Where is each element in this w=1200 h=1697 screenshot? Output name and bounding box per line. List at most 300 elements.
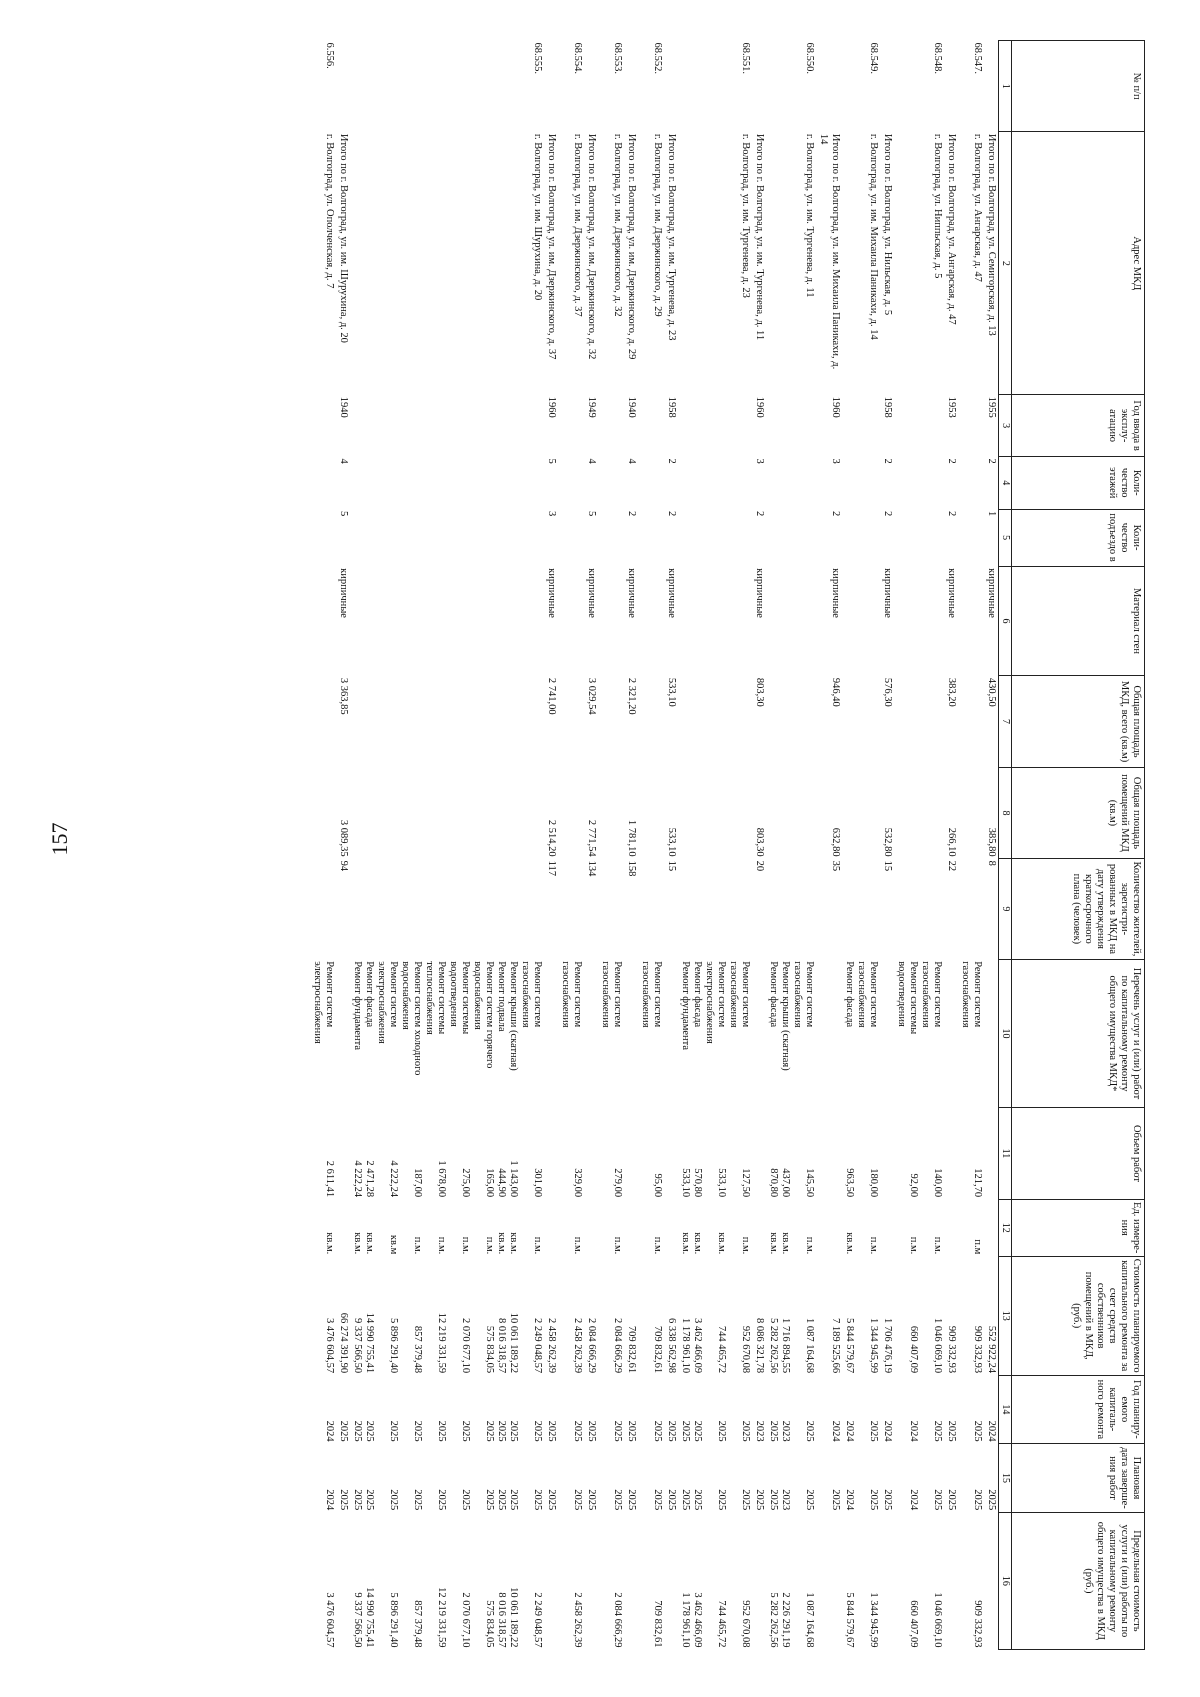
- cell-value: [611, 861, 623, 958]
- cell-c16: [766, 1512, 816, 1649]
- cell-value: 35: [830, 860, 841, 872]
- cell-line: газоснабжения: [728, 961, 739, 1028]
- cell-line: п.м.: [484, 1236, 495, 1255]
- cell-value: 3 089,35: [338, 819, 349, 857]
- cell-value: [803, 458, 815, 507]
- cell-c9: [558, 859, 584, 960]
- cell-line: 3 476 604,57: [324, 1592, 335, 1648]
- cell-c7: [598, 676, 624, 767]
- rotated-table-container: [80, 40, 1145, 1650]
- cell-value: [531, 511, 543, 564]
- cell-line: [423, 1446, 435, 1511]
- cell-value: 8: [986, 860, 997, 866]
- cell-c16: [984, 1512, 999, 1649]
- cell-value: [571, 678, 583, 765]
- cell-value: [571, 769, 583, 856]
- table-row: [350, 41, 544, 1650]
- cell-value: 3 029,54: [586, 677, 597, 715]
- cell-value: 2 321,20: [626, 677, 637, 715]
- column-number: 3: [999, 395, 1012, 457]
- cell-c12: [336, 1199, 350, 1256]
- cell-c6: [880, 566, 894, 676]
- cell-c12: [678, 1199, 752, 1256]
- cell-value: [571, 511, 583, 564]
- cell-value: 20: [754, 860, 765, 872]
- cell-c13: [350, 1256, 544, 1375]
- cell-c4: [310, 456, 336, 509]
- cell-c11: [944, 1108, 958, 1199]
- cell-c10: [638, 959, 664, 1108]
- cell-value: 430,50: [986, 677, 997, 707]
- cell-c10: [664, 959, 678, 1108]
- cell-line: 2025: [626, 1420, 637, 1442]
- cell-line: 952 670,08: [740, 1600, 751, 1648]
- cell-value: 94: [338, 860, 349, 872]
- cell-line: 2025: [986, 1489, 997, 1511]
- capital-repair-table: [310, 40, 1145, 1650]
- cell-line: 1 143,00: [508, 1160, 519, 1198]
- cell-line: 2025: [364, 1489, 375, 1511]
- cell-value: [803, 568, 815, 674]
- cell-value: [531, 397, 543, 455]
- cell-c13: [598, 1256, 624, 1375]
- cell-value: 2 771,54: [586, 819, 597, 857]
- cell-c1: [766, 41, 816, 132]
- cell-line: 10 061 189,22: [508, 1312, 519, 1374]
- table-row: [558, 41, 584, 1650]
- cell-c3: [944, 395, 958, 457]
- cell-c15: [624, 1444, 638, 1513]
- cell-c1: [638, 41, 664, 132]
- cell-c5: [894, 509, 944, 566]
- cell-c14: [638, 1375, 664, 1444]
- cell-line: кв.м.: [324, 1232, 335, 1255]
- cell-c11: [766, 1108, 816, 1199]
- cell-line: кв.м.: [768, 1232, 779, 1255]
- cell-line: 2025: [932, 1489, 943, 1511]
- cell-line: 2025: [768, 1489, 779, 1511]
- cell-value: 1955: [986, 396, 997, 418]
- cell-line: Итого по г. Волгоград, ул. Ангарская, д. 47: [946, 133, 957, 325]
- cell-line: 1 178 961,10: [680, 1592, 691, 1648]
- cell-value: [651, 769, 663, 856]
- cell-c2: [816, 132, 842, 395]
- cell-c11: [664, 1108, 678, 1199]
- cell-value: кирпичные: [626, 568, 637, 618]
- cell-line: 2025: [412, 1489, 423, 1511]
- column-number: 2: [999, 132, 1012, 395]
- cell-line: 2025: [666, 1489, 677, 1511]
- cell-line: Итого по г. Волгоград, ул. им. Михаила Паникахи, д.: [830, 133, 841, 370]
- cell-line: [519, 1377, 531, 1442]
- cell-line: газоснабжения: [920, 961, 931, 1028]
- cell-line: 2024: [844, 1489, 855, 1511]
- cell-value: кирпичные: [338, 568, 349, 618]
- column-header: Общая площадь МКД, всего (кв.м): [1012, 676, 1145, 767]
- cell-value: [651, 458, 663, 507]
- cell-c9: [752, 859, 766, 960]
- cell-c10: [766, 959, 816, 1108]
- cell-line: 127,50: [740, 1168, 751, 1198]
- cell-line: 14 990 755,41: [364, 1312, 375, 1374]
- cell-c9: [624, 859, 638, 960]
- cell-c5: [584, 509, 598, 566]
- cell-c14: [544, 1375, 558, 1444]
- cell-value: [611, 458, 623, 507]
- cell-line: 2025: [804, 1489, 815, 1511]
- cell-line: Ремонт крыши (скатная): [508, 961, 519, 1071]
- cell-c11: [816, 1108, 842, 1199]
- cell-line: 2025: [692, 1420, 703, 1442]
- cell-c14: [558, 1375, 584, 1444]
- cell-value: [881, 43, 893, 130]
- cell-c16: [598, 1512, 624, 1649]
- cell-c4: [558, 456, 584, 509]
- cell-c8: [894, 767, 944, 858]
- cell-line: п.м.: [412, 1236, 423, 1255]
- cell-c14: [880, 1375, 894, 1444]
- cell-c1: [880, 41, 894, 132]
- table-row: [544, 41, 558, 1650]
- table-row: [880, 41, 894, 1650]
- cell-value: 4: [586, 458, 597, 464]
- cell-line: [703, 1201, 715, 1254]
- cell-c14: [944, 1375, 958, 1444]
- cell-c15: [638, 1444, 664, 1513]
- cell-line: Итого по г. Волгоград, ул. им. Тургенева, д. 23: [666, 133, 677, 341]
- cell-line: [919, 1201, 931, 1254]
- cell-line: 2023: [780, 1420, 791, 1442]
- cell-line: [375, 1258, 387, 1373]
- cell-line: п.м.: [572, 1236, 583, 1255]
- cell-c15: [310, 1444, 336, 1513]
- cell-c6: [638, 566, 664, 676]
- cell-line: [855, 1446, 867, 1511]
- cell-c3: [816, 395, 842, 457]
- cell-c8: [944, 767, 958, 858]
- cell-line: 2025: [586, 1489, 597, 1511]
- cell-value: 68.554.: [572, 42, 583, 74]
- cell-c2: [336, 132, 350, 395]
- cell-line: [727, 1258, 739, 1373]
- cell-line: 2025: [652, 1420, 663, 1442]
- cell-line: [855, 1201, 867, 1254]
- cell-c11: [678, 1108, 752, 1199]
- column-header: № п/п: [1012, 41, 1145, 132]
- cell-value: 3 363,85: [338, 677, 349, 715]
- cell-c10: [350, 959, 544, 1108]
- cell-line: [727, 1514, 739, 1647]
- table-row: [664, 41, 678, 1650]
- cell-c15: [880, 1444, 894, 1513]
- cell-c7: [624, 676, 638, 767]
- cell-line: 2025: [830, 1489, 841, 1511]
- cell-line: 2023: [754, 1420, 765, 1442]
- cell-c12: [752, 1199, 766, 1256]
- cell-line: [447, 1377, 459, 1442]
- cell-value: 3: [830, 458, 841, 464]
- cell-line: г. Волгоград, ул. им. Дзержинского, д. 37: [572, 133, 583, 317]
- cell-c16: [816, 1512, 842, 1649]
- cell-c2: [624, 132, 638, 395]
- cell-value: [571, 397, 583, 455]
- cell-c4: [958, 456, 984, 509]
- cell-c4: [894, 456, 944, 509]
- cell-value: [665, 43, 677, 130]
- cell-line: [919, 1514, 931, 1647]
- cell-line: 2 249 048,57: [532, 1592, 543, 1648]
- cell-value: 5: [586, 511, 597, 517]
- cell-line: [447, 1110, 459, 1197]
- cell-line: [471, 1110, 483, 1197]
- cell-line: Итого по г. Волгоград, ул. им. Шурухина, д. 20: [338, 133, 349, 343]
- cell-line: 2025: [740, 1489, 751, 1511]
- cell-value: 6.556.: [324, 42, 335, 69]
- cell-line: 2025: [352, 1489, 363, 1511]
- cell-line: кв.м: [388, 1234, 399, 1255]
- cell-value: 946,40: [830, 677, 841, 707]
- cell-c9: [310, 859, 336, 960]
- cell-c15: [984, 1444, 999, 1513]
- cell-c3: [984, 395, 999, 457]
- cell-c13: [880, 1256, 894, 1375]
- cell-c15: [350, 1444, 544, 1513]
- cell-c5: [336, 509, 350, 566]
- cell-value: 533,10: [666, 677, 677, 707]
- cell-line: Ремонт систем: [652, 961, 663, 1028]
- cell-line: газоснабжения: [520, 961, 531, 1028]
- cell-c10: [598, 959, 624, 1108]
- cell-c6: [984, 566, 999, 676]
- column-number-row: [999, 41, 1012, 1650]
- cell-c15: [842, 1444, 880, 1513]
- cell-c9: [598, 859, 624, 960]
- cell-line: 9 337 566,50: [352, 1317, 363, 1374]
- cell-value: 5: [338, 511, 349, 517]
- cell-c14: [624, 1375, 638, 1444]
- cell-c14: [678, 1375, 752, 1444]
- cell-line: [423, 1514, 435, 1647]
- cell-c11: [958, 1108, 984, 1199]
- cell-line: 2025: [946, 1489, 957, 1511]
- cell-line: 1 087 164,68: [804, 1317, 815, 1374]
- cell-line: [375, 1201, 387, 1254]
- cell-c7: [336, 676, 350, 767]
- cell-c4: [752, 456, 766, 509]
- cell-line: 952 670,08: [740, 1325, 751, 1374]
- cell-c3: [598, 395, 624, 457]
- cell-c12: [310, 1199, 336, 1256]
- cell-c3: [766, 395, 816, 457]
- table-row: [816, 41, 842, 1650]
- cell-c2: [350, 132, 544, 395]
- cell-line: [399, 1446, 411, 1511]
- cell-c4: [584, 456, 598, 509]
- cell-line: Ремонт систем: [716, 961, 727, 1028]
- cell-line: 2025: [508, 1489, 519, 1511]
- cell-line: Ремонт систем: [324, 961, 335, 1028]
- cell-line: [399, 1377, 411, 1442]
- cell-c1: [678, 41, 752, 132]
- cell-value: [323, 568, 335, 674]
- cell-c6: [894, 566, 944, 676]
- cell-c7: [310, 676, 336, 767]
- cell-line: 744 465,72: [716, 1600, 727, 1648]
- cell-c4: [944, 456, 958, 509]
- cell-line: Итого по г. Волгоград, ул. им. Дзержинского, д. 32: [586, 133, 597, 360]
- cell-c11: [894, 1108, 944, 1199]
- cell-c13: [842, 1256, 880, 1375]
- cell-value: 1958: [882, 396, 893, 418]
- cell-value: 1953: [946, 396, 957, 418]
- cell-c16: [894, 1512, 944, 1649]
- cell-line: Ремонт фасада: [364, 961, 375, 1028]
- cell-c6: [766, 566, 816, 676]
- cell-c4: [842, 456, 880, 509]
- table-row: [944, 41, 958, 1650]
- cell-c13: [944, 1256, 958, 1375]
- cell-line: [855, 1110, 867, 1197]
- cell-line: 2025: [460, 1489, 471, 1511]
- cell-c6: [752, 566, 766, 676]
- cell-line: кв.м.: [508, 1232, 519, 1255]
- cell-c10: [984, 959, 999, 1108]
- cell-line: 2025: [740, 1420, 751, 1442]
- cell-c5: [944, 509, 958, 566]
- cell-c4: [880, 456, 894, 509]
- column-number: 8: [999, 767, 1012, 858]
- table-row: [598, 41, 624, 1650]
- cell-value: [803, 861, 815, 958]
- cell-value: [931, 458, 943, 507]
- cell-value: 68.550.: [804, 42, 815, 74]
- cell-c6: [624, 566, 638, 676]
- cell-line: 2023: [780, 1489, 791, 1511]
- cell-value: 15: [666, 860, 677, 872]
- cell-c14: [842, 1375, 880, 1444]
- cell-value: [323, 678, 335, 765]
- cell-c6: [664, 566, 678, 676]
- cell-line: 5 844 579,67: [844, 1317, 855, 1374]
- cell-value: 2: [946, 511, 957, 517]
- cell-line: 145,50: [804, 1168, 815, 1198]
- cell-line: электроснабжения: [376, 961, 387, 1044]
- cell-c6: [678, 566, 752, 676]
- cell-c15: [678, 1444, 752, 1513]
- cell-line: п.м.: [868, 1236, 879, 1255]
- cell-line: [471, 1514, 483, 1647]
- cell-line: г. Волгоград, ул. Ангарская, д. 47: [972, 133, 983, 282]
- cell-c1: [584, 41, 598, 132]
- cell-c15: [664, 1444, 678, 1513]
- cell-c13: [558, 1256, 584, 1375]
- cell-value: [651, 678, 663, 765]
- cell-line: 570,80: [692, 1168, 703, 1198]
- cell-line: Итого по г. Волгоград, ул. Семигорская, д. 13: [986, 133, 997, 336]
- column-header: Адрес МКД: [1012, 132, 1145, 395]
- cell-c16: [310, 1512, 336, 1649]
- cell-c2: [664, 132, 678, 395]
- header-row: [1012, 41, 1145, 1650]
- column-header: Перечень услуг и (или) работ по капитальному ремонту общего имущества МКД*: [1012, 959, 1145, 1108]
- cell-c7: [584, 676, 598, 767]
- cell-value: 3: [754, 458, 765, 464]
- cell-c11: [310, 1108, 336, 1199]
- cell-c12: [766, 1199, 816, 1256]
- cell-line: Итого по г. Волгоград, ул. Нильская, д. 5: [882, 133, 893, 316]
- cell-line: 444,90: [496, 1168, 507, 1198]
- cell-line: 1 046 069,10: [932, 1317, 943, 1374]
- cell-value: [611, 769, 623, 856]
- cell-line: кв.м.: [352, 1232, 363, 1255]
- cell-line: г. Волгоград, ул. им. Михаила Паникахи, д. 14: [868, 133, 879, 340]
- cell-value: 1960: [754, 396, 765, 418]
- cell-value: 2: [754, 511, 765, 517]
- cell-line: 909 332,93: [972, 1600, 983, 1648]
- cell-line: г. Волгоград, ул. им. Дзержинского, д. 32: [612, 133, 623, 317]
- cell-c13: [816, 1256, 842, 1375]
- cell-line: г. Волгоград, ул. им. Шурухина, д. 20: [532, 133, 543, 301]
- cell-c10: [842, 959, 880, 1108]
- cell-value: 1949: [586, 396, 597, 418]
- cell-c7: [638, 676, 664, 767]
- cell-line: [375, 1446, 387, 1511]
- cell-value: [931, 769, 943, 856]
- cell-c5: [766, 509, 816, 566]
- cell-c10: [336, 959, 350, 1108]
- cell-line: электроснабжения: [704, 961, 715, 1044]
- cell-c8: [816, 767, 842, 858]
- cell-line: 2025: [546, 1489, 557, 1511]
- cell-c13: [664, 1256, 678, 1375]
- column-number: 6: [999, 566, 1012, 676]
- cell-value: [571, 568, 583, 674]
- cell-c7: [958, 676, 984, 767]
- cell-c3: [624, 395, 638, 457]
- cell-c7: [558, 676, 584, 767]
- cell-line: [703, 1110, 715, 1197]
- cell-c2: [310, 132, 336, 395]
- cell-value: [323, 769, 335, 856]
- cell-value: 576,30: [882, 677, 893, 707]
- cell-line: газоснабжения: [600, 961, 611, 1028]
- cell-line: кв.м.: [364, 1232, 375, 1255]
- cell-line: Ремонт фундамента: [352, 961, 363, 1050]
- cell-c9: [816, 859, 842, 960]
- cell-line: кв.м.: [692, 1232, 703, 1255]
- cell-line: п.м.: [532, 1236, 543, 1255]
- cell-value: [971, 458, 983, 507]
- cell-line: 2025: [572, 1489, 583, 1511]
- cell-c2: [544, 132, 558, 395]
- cell-line: 2024: [882, 1420, 893, 1442]
- cell-value: 632,80: [830, 827, 841, 857]
- cell-line: 857 379,48: [412, 1600, 423, 1648]
- cell-line: 2 458 262,39: [572, 1317, 583, 1374]
- cell-c12: [544, 1199, 558, 1256]
- cell-line: [919, 1446, 931, 1511]
- cell-value: [931, 861, 943, 958]
- cell-line: [375, 1110, 387, 1197]
- cell-c3: [350, 395, 544, 457]
- cell-c2: [598, 132, 624, 395]
- cell-c1: [944, 41, 958, 132]
- cell-c16: [584, 1512, 598, 1649]
- cell-value: [971, 511, 983, 564]
- cell-value: [829, 43, 841, 130]
- cell-c12: [842, 1199, 880, 1256]
- cell-c12: [816, 1199, 842, 1256]
